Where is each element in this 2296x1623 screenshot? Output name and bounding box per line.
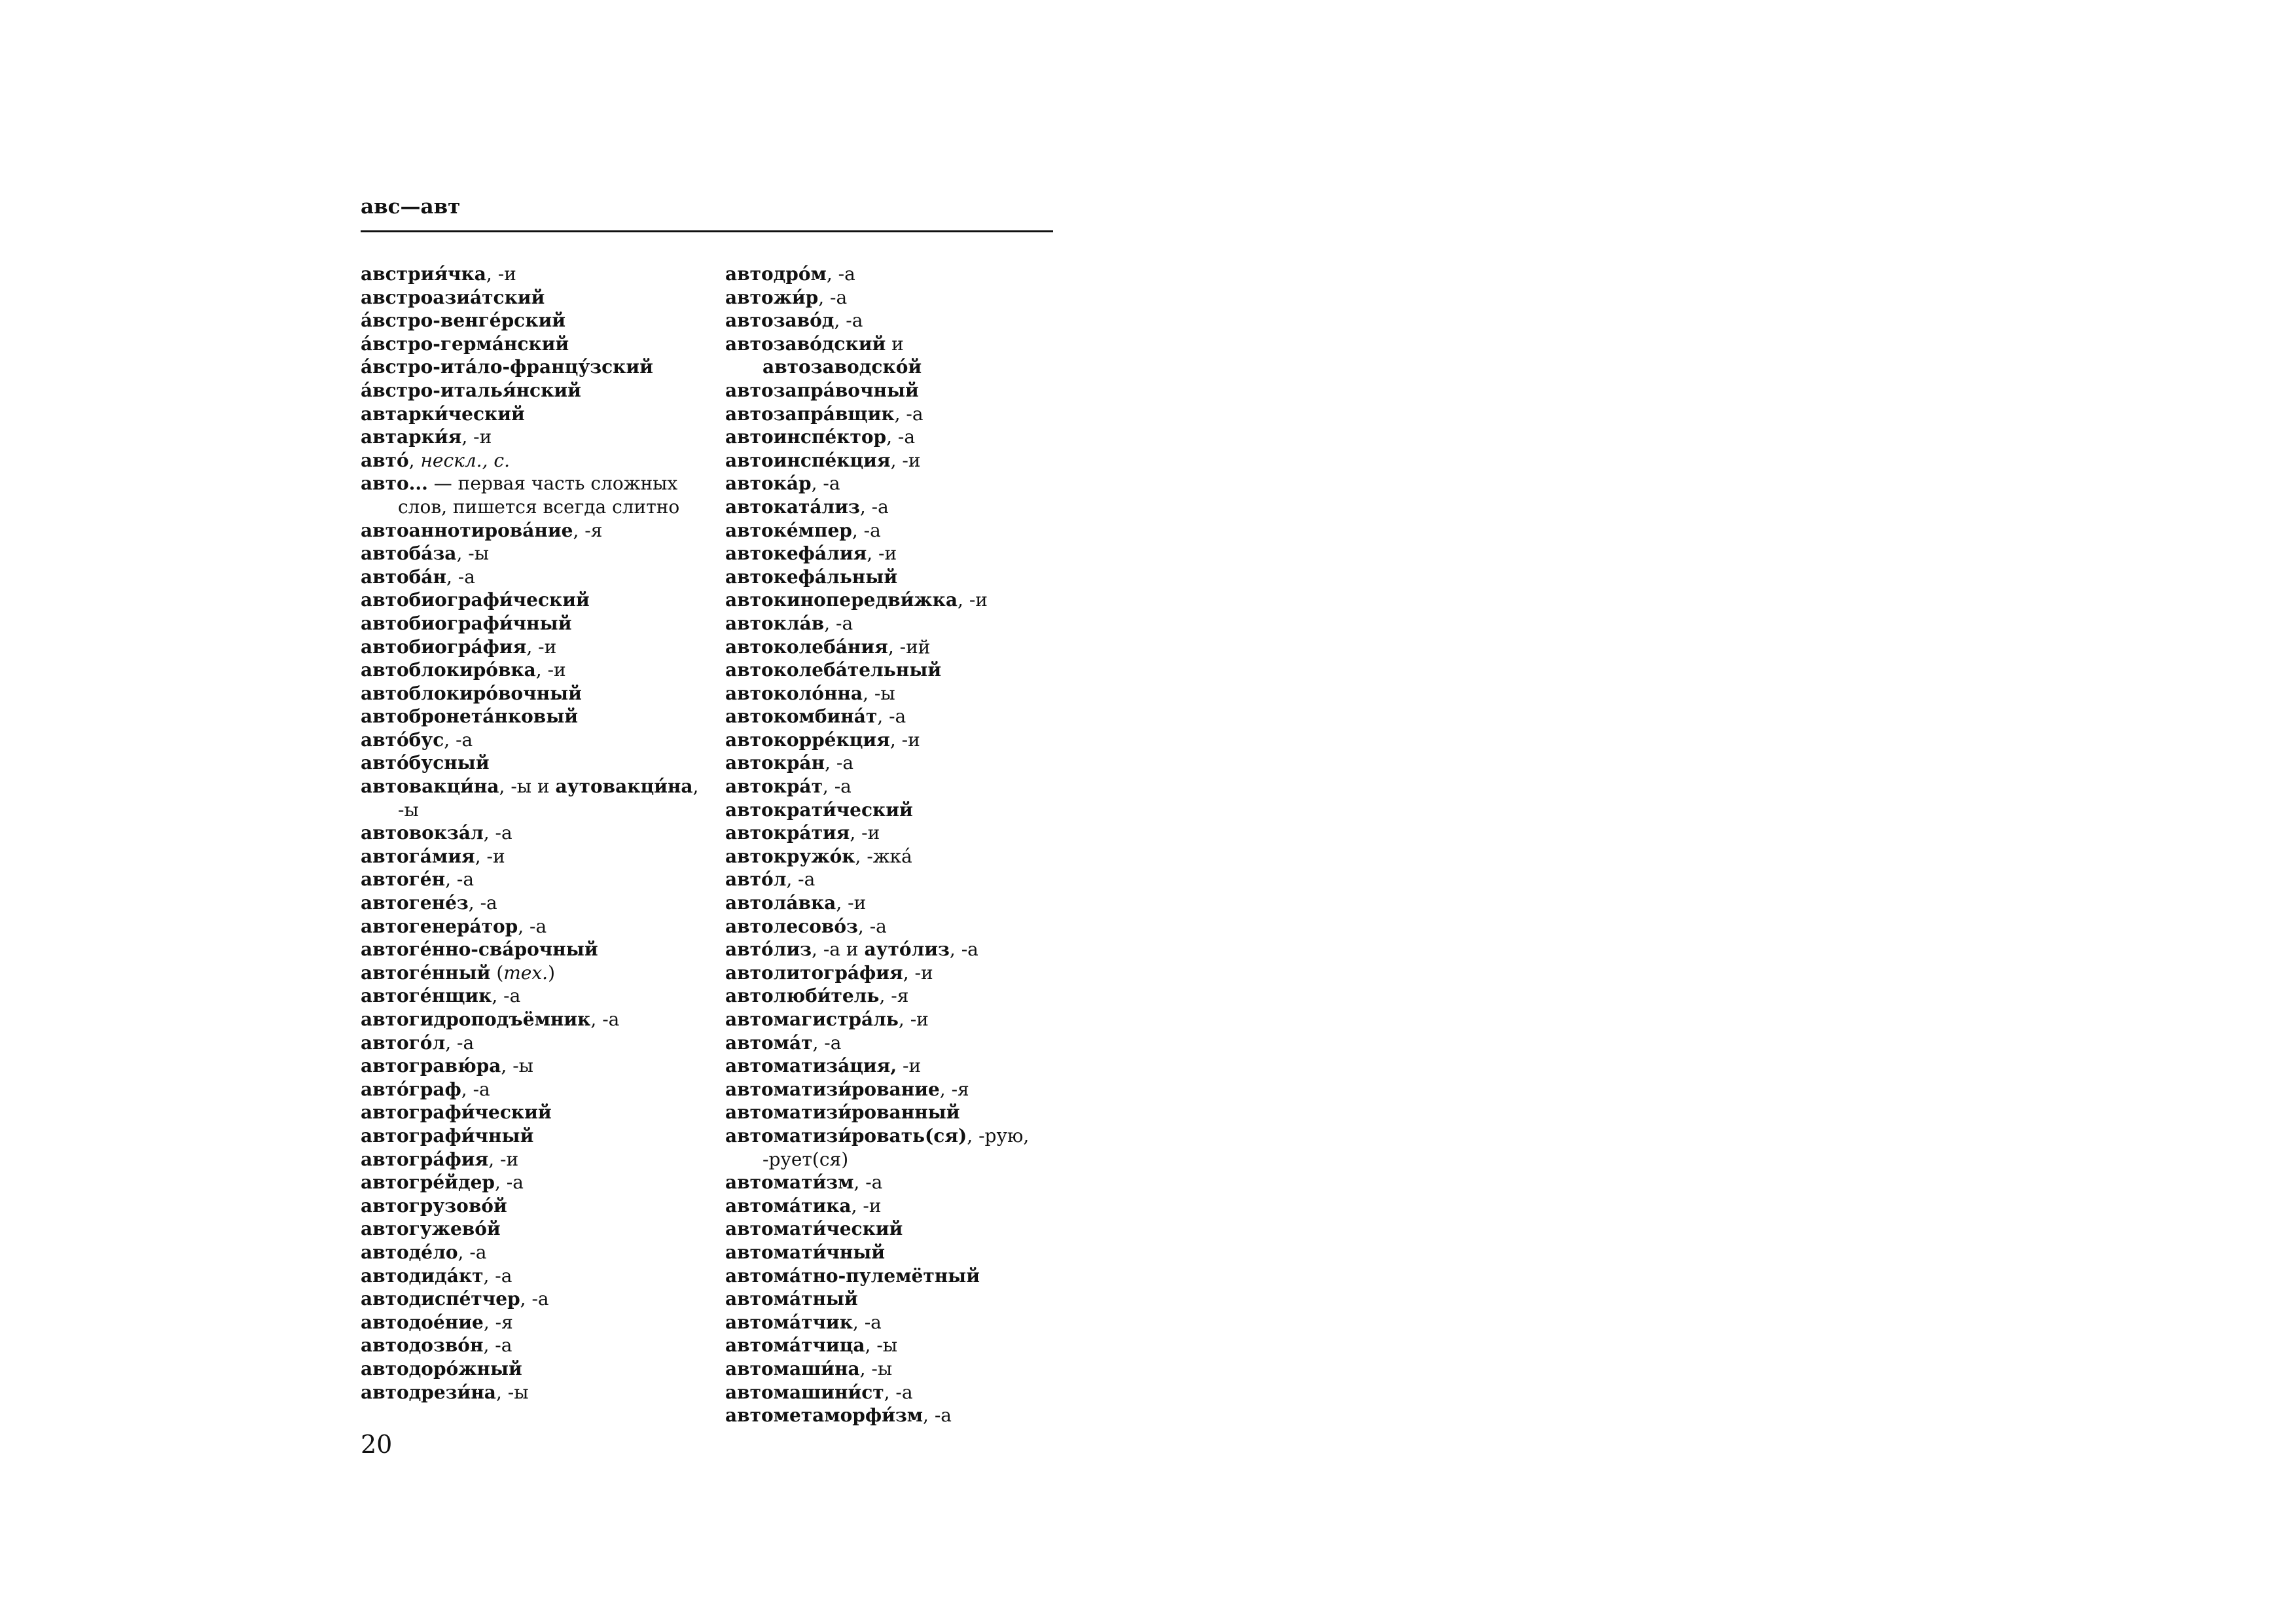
dictionary-entry [361, 1008, 714, 1031]
dictionary-entry [361, 1194, 714, 1218]
dictionary-entry [725, 682, 1066, 705]
dictionary-entry [725, 728, 1066, 752]
entry-headword: автокомбина́т [725, 705, 878, 728]
entry-headword: автометаморфи́зм [725, 1404, 924, 1427]
dictionary-entry [361, 1031, 714, 1055]
entry-grammar: , -и [890, 449, 921, 471]
entry-grammar: , -а [884, 1381, 913, 1403]
entry-headword: автогре́йдер [361, 1171, 495, 1194]
entry-grammar: , -а [818, 286, 848, 308]
entry-grammar: , -а [786, 868, 816, 891]
entry-headword: автокла́в [725, 612, 825, 634]
entry-headword: автоблокиро́вочный [361, 682, 582, 704]
entry-grammar: , -я [939, 1078, 969, 1100]
dictionary-entry [361, 1241, 714, 1264]
dictionary-entry [361, 379, 714, 402]
entry-grammar: , -а [518, 915, 547, 937]
entry-grammar: , -а [483, 822, 512, 844]
entry-headword: автоколеба́ния [725, 635, 888, 658]
dictionary-entry [725, 425, 1066, 449]
entry-headword: автоката́лиз [725, 495, 860, 518]
dictionary-entry [725, 1101, 1066, 1124]
entry-headword: автарки́ческий [361, 402, 525, 425]
dictionary-entry [361, 1171, 714, 1194]
entry-grammar: , -а [444, 728, 473, 751]
entry-headword: австрия́чка [361, 263, 486, 285]
entry-headword: автогидроподъёмник [361, 1008, 591, 1030]
entry-grammar: и [886, 332, 904, 355]
entry-grammar: , -а [446, 565, 475, 588]
entry-headword: автолюби́тель [725, 985, 880, 1007]
entry-headword: автожи́р [725, 286, 819, 308]
entry-label: нескл., с. [420, 449, 510, 471]
entry-grammar: , -а [852, 1311, 882, 1333]
entry-headword: авто́бус [361, 728, 444, 751]
entry-grammar: -и [897, 1055, 922, 1077]
entry-grammar: , -а [468, 892, 497, 914]
dictionary-entry [725, 262, 1066, 286]
entry-grammar: , -а [852, 519, 881, 541]
dictionary-entry [361, 472, 714, 518]
entry-variant-headword: аутовакци́на [555, 776, 693, 798]
entry-grammar: , -и [526, 635, 557, 658]
dictionary-entry [725, 612, 1066, 635]
dictionary-entry [361, 588, 714, 612]
dictionary-entry [725, 1031, 1066, 1055]
entry-grammar: , -ы [456, 543, 489, 565]
dictionary-entry [725, 1287, 1066, 1311]
entry-headword: автогенера́тор [361, 915, 518, 937]
dictionary-entry [361, 262, 714, 286]
header-rule [361, 230, 1053, 232]
entry-headword: автогрузово́й [361, 1194, 507, 1217]
entry-grammar: , -а [483, 1334, 512, 1357]
entry-headword: а́встро-италья́нский [361, 379, 581, 401]
entry-headword: автокефа́лия [725, 543, 867, 565]
dictionary-entry [725, 1381, 1066, 1404]
left-column [361, 262, 714, 1404]
dictionary-entry [725, 1217, 1066, 1241]
entry-grammar: , -и [898, 1008, 929, 1030]
entry-headword: автоматизи́ровать(ся) [725, 1124, 967, 1147]
entry-headword: автомати́чный [725, 1241, 886, 1263]
entry-headword: автоматизи́рование [725, 1078, 940, 1100]
entry-headword: автома́тика [725, 1194, 852, 1217]
entry-headword: авто... [361, 473, 428, 495]
entry-headword: автогра́фия [361, 1148, 489, 1170]
entry-grammar: , -а [857, 915, 887, 937]
entry-grammar: , -а [822, 776, 852, 798]
entry-headword: автоге́нный [361, 961, 491, 984]
dictionary-page [361, 0, 1054, 1623]
entry-headword: автоинспе́кция [725, 449, 891, 471]
entry-grammar: , -а [853, 1171, 883, 1194]
dictionary-entry [725, 1171, 1066, 1194]
dictionary-entry [361, 915, 714, 938]
dictionary-entry [725, 472, 1066, 495]
dictionary-entry [361, 332, 714, 356]
dictionary-entry [361, 565, 714, 589]
entry-headword: автолесово́з [725, 915, 858, 937]
entry-grammar: , -ы [501, 1055, 533, 1077]
entry-headword: австроазиа́тский [361, 286, 545, 308]
dictionary-entry [361, 984, 714, 1008]
entry-grammar: , -а и [812, 938, 865, 961]
entry-grammar: , -а [590, 1008, 620, 1030]
entry-grammar: , -а [859, 495, 889, 518]
dictionary-entry [725, 1241, 1066, 1264]
dictionary-entry [361, 1381, 714, 1404]
entry-headword: а́встро-венге́рский [361, 310, 565, 332]
entry-grammar: , -рую, -рует(ся) [762, 1124, 1030, 1170]
dictionary-entry [361, 961, 714, 985]
entry-grammar: , -и [851, 1194, 882, 1217]
entry-grammar: , -и [889, 728, 920, 751]
dictionary-entry [361, 1101, 714, 1124]
dictionary-entry [361, 542, 714, 565]
entry-headword: а́встро-ита́ло-францу́зский [361, 356, 653, 378]
dictionary-entry [361, 449, 714, 473]
dictionary-entry [725, 286, 1066, 310]
entry-grammar: , -а [457, 1241, 487, 1263]
dictionary-entry [725, 798, 1066, 822]
entry-grammar: , -ы [865, 1334, 898, 1357]
dictionary-entry [361, 425, 714, 449]
dictionary-entry [725, 658, 1066, 682]
entry-headword: автома́тно-пулемётный [725, 1264, 980, 1287]
dictionary-entry [725, 519, 1066, 543]
entry-headword: автокра́тия [725, 822, 850, 844]
entry-headword: автоге́нно-сва́рочный [361, 938, 598, 961]
entry-headword: автолитогра́фия [725, 961, 903, 984]
dictionary-entry [725, 565, 1066, 589]
entry-grammar: , -а [445, 1031, 475, 1054]
entry-grammar: , -я [879, 985, 909, 1007]
entry-headword: автоматизи́рованный [725, 1101, 960, 1124]
entry-grammar: , -и [486, 263, 516, 285]
entry-grammar: , -а [824, 612, 853, 634]
dictionary-entry [725, 1311, 1066, 1334]
entry-headword: автоблокиро́вка [361, 659, 536, 681]
dictionary-entry [725, 495, 1066, 519]
entry-headword: автоаннотирова́ние [361, 519, 573, 541]
dictionary-entry [725, 1124, 1066, 1171]
entry-headword: авто́бусный [361, 752, 490, 774]
entry-grammar: , -а [492, 985, 521, 1007]
entry-variant-grammar: , -ы [398, 776, 699, 821]
entry-headword: автоколо́нна [725, 682, 863, 704]
entry-headword: автографи́ческий [361, 1101, 552, 1124]
entry-grammar: , -я [483, 1311, 513, 1333]
dictionary-entry [361, 845, 714, 868]
dictionary-entry [725, 938, 1066, 961]
entry-headword: автогравю́ра [361, 1055, 501, 1077]
dictionary-entry [361, 1078, 714, 1101]
entry-headword: авто́лиз [725, 938, 812, 961]
entry-grammar: , -а [826, 263, 855, 285]
entry-headword: автодозво́н [361, 1334, 484, 1357]
dictionary-entry [361, 705, 714, 728]
dictionary-entry [361, 1334, 714, 1357]
dictionary-entry [725, 821, 1066, 845]
dictionary-entry [361, 891, 714, 915]
entry-headword: автоинспе́ктор [725, 426, 887, 448]
dictionary-entry [725, 588, 1066, 612]
page-number: 20 [361, 1430, 393, 1459]
dictionary-entry [725, 1264, 1066, 1288]
entry-grammar: , -а [483, 1264, 512, 1287]
entry-headword: автома́тный [725, 1288, 858, 1310]
entry-headword: автобиогра́фия [361, 635, 527, 658]
dictionary-entry [725, 891, 1066, 915]
entry-headword: автома́т [725, 1031, 813, 1054]
entry-grammar: , -и [850, 822, 880, 844]
entry-grammar: , -я [573, 519, 603, 541]
entry-grammar: , -а [812, 1031, 842, 1054]
dictionary-entry [361, 1217, 714, 1241]
dictionary-entry [361, 938, 714, 961]
dictionary-entry [361, 1054, 714, 1078]
entry-headword: автого́л [361, 1031, 446, 1054]
right-column [725, 262, 1066, 1427]
dictionary-entry [361, 286, 714, 310]
entry-headword: автокинопередви́жка [725, 589, 958, 611]
dictionary-entry [725, 775, 1066, 798]
entry-headword: авто́л [725, 868, 787, 891]
entry-headword: автодое́ние [361, 1311, 484, 1333]
running-head: авс—авт [361, 195, 461, 219]
entry-variant-grammar: , -а [949, 938, 978, 961]
entry-grammar: , -а [520, 1288, 549, 1310]
entry-grammar: , -и [535, 659, 566, 681]
entry-headword: автовакци́на [361, 776, 499, 798]
entry-headword: автобронета́нковый [361, 705, 579, 728]
dictionary-entry [361, 612, 714, 635]
entry-grammar: , -и [903, 961, 933, 984]
dictionary-entry [361, 728, 714, 752]
dictionary-entry [361, 1264, 714, 1288]
entry-grammar: , -ы [495, 1381, 529, 1403]
entry-headword: автодиспе́тчер [361, 1288, 520, 1310]
dictionary-entry [725, 868, 1066, 891]
entry-headword: автовокза́л [361, 822, 484, 844]
entry-headword: автока́р [725, 473, 812, 495]
entry-grammar: , -и [475, 845, 505, 867]
dictionary-entry [725, 402, 1066, 426]
dictionary-entry [725, 1357, 1066, 1381]
entry-headword: автомашини́ст [725, 1381, 884, 1403]
entry-headword: автомати́ческий [725, 1218, 903, 1240]
entry-headword: автоге́н [361, 868, 446, 891]
dictionary-entry [361, 519, 714, 543]
dictionary-entry [361, 309, 714, 332]
entry-label: тех. [503, 961, 548, 984]
dictionary-entry [725, 449, 1066, 473]
dictionary-entry [361, 682, 714, 705]
entry-headword: автомати́зм [725, 1171, 854, 1194]
entry-grammar: ( [490, 961, 504, 984]
dictionary-entry [361, 775, 714, 821]
dictionary-entry [725, 1334, 1066, 1357]
dictionary-entry [725, 751, 1066, 775]
entry-headword: автогужево́й [361, 1218, 501, 1240]
dictionary-entry [725, 1054, 1066, 1078]
entry-headword: автокефа́льный [725, 565, 898, 588]
entry-headword: автографи́чный [361, 1124, 534, 1147]
entry-headword: автомаши́на [725, 1357, 860, 1380]
entry-grammar: , -а [495, 1171, 524, 1194]
entry-headword: автоге́нщик [361, 985, 492, 1007]
entry-headword: автарки́я [361, 426, 462, 448]
entry-headword: а́встро-герма́нский [361, 332, 569, 355]
entry-headword: автогене́з [361, 892, 469, 914]
dictionary-entry [725, 1008, 1066, 1031]
entry-headword: автокорре́кция [725, 728, 890, 751]
entry-headword: автодрези́на [361, 1381, 496, 1403]
entry-grammar: , -а [894, 402, 924, 425]
entry-headword: автодро́м [725, 263, 827, 285]
entry-headword: автокра́н [725, 752, 825, 774]
dictionary-entry [361, 1357, 714, 1381]
dictionary-entry [361, 402, 714, 426]
dictionary-entry [725, 1078, 1066, 1101]
entry-headword: автозапра́вочный [725, 379, 919, 401]
entry-grammar: , -и [867, 543, 897, 565]
entry-headword: автодида́кт [361, 1264, 484, 1287]
entry-headword: автозаво́д [725, 310, 834, 332]
entry-headword: автокра́т [725, 776, 823, 798]
dictionary-entry [361, 1148, 714, 1171]
entry-headword: автодоро́жный [361, 1357, 522, 1380]
entry-punct: ) [548, 961, 555, 984]
dictionary-entry [361, 635, 714, 659]
entry-headword: автобиографи́ческий [361, 589, 590, 611]
dictionary-entry [725, 635, 1066, 659]
entry-grammar: , -а [834, 310, 863, 332]
dictionary-entry [725, 379, 1066, 402]
dictionary-entry [361, 1124, 714, 1148]
entry-headword: автозапра́вщик [725, 402, 895, 425]
entry-grammar: , -а [811, 473, 840, 495]
dictionary-entry [725, 1404, 1066, 1427]
entry-headword: автоколеба́тельный [725, 659, 942, 681]
dictionary-entry [725, 1194, 1066, 1218]
entry-grammar: , -ий [888, 635, 931, 658]
entry-headword: автоба́за [361, 543, 457, 565]
entry-headword: автозаво́дский [725, 332, 886, 355]
entry-headword: автократи́ческий [725, 798, 913, 821]
dictionary-entry [361, 1287, 714, 1311]
entry-variant-headword: ауто́лиз [864, 938, 950, 961]
entry-grammar: , -ы [863, 682, 895, 704]
entry-headword: автомагистра́ль [725, 1008, 899, 1030]
entry-grammar: , -и [488, 1148, 519, 1170]
entry-grammar: , -и [461, 426, 492, 448]
entry-headword: автоба́н [361, 565, 446, 588]
entry-grammar: , -жка́ [855, 845, 912, 867]
entry-headword: автола́вка [725, 892, 836, 914]
dictionary-entry [725, 845, 1066, 868]
dictionary-entry [361, 658, 714, 682]
entry-headword: автома́тчица [725, 1334, 865, 1357]
dictionary-entry [725, 332, 1066, 379]
entry-grammar: , -а [461, 1078, 490, 1100]
entry-variant-headword: автозаводско́й [762, 356, 922, 378]
dictionary-entry [725, 309, 1066, 332]
dictionary-entry [725, 542, 1066, 565]
entry-headword: автома́тчик [725, 1311, 853, 1333]
entry-grammar: , -а [877, 705, 906, 728]
entry-headword: автоматиза́ция, [725, 1055, 897, 1077]
entry-grammar: , -и [958, 589, 988, 611]
dictionary-entry [725, 984, 1066, 1008]
entry-grammar: , [408, 449, 421, 471]
entry-headword: автокружо́к [725, 845, 855, 867]
dictionary-entry [361, 355, 714, 379]
entry-headword: автоде́ло [361, 1241, 458, 1263]
entry-headword: авто́ [361, 449, 409, 471]
entry-grammar: , -ы и [499, 776, 556, 798]
dictionary-entry [725, 705, 1066, 728]
dictionary-entry [361, 751, 714, 775]
entry-grammar: , -а [923, 1404, 952, 1427]
entry-grammar: , -ы [859, 1357, 893, 1380]
dictionary-entry [361, 868, 714, 891]
entry-headword: автобиографи́чный [361, 612, 572, 634]
dictionary-entry [361, 821, 714, 845]
entry-headword: авто́граф [361, 1078, 461, 1100]
entry-headword: автога́мия [361, 845, 475, 867]
dictionary-entry [361, 1311, 714, 1334]
entry-headword: автоке́мпер [725, 519, 852, 541]
dictionary-entry [725, 915, 1066, 938]
entry-grammar: , -а [445, 868, 475, 891]
dictionary-entry [725, 961, 1066, 985]
entry-grammar: , -а [886, 426, 916, 448]
entry-grammar: , -и [836, 892, 867, 914]
entry-grammar: , -а [825, 752, 854, 774]
entry-grammar: — первая часть сложных слов, пишется всегда слитно [398, 473, 680, 518]
